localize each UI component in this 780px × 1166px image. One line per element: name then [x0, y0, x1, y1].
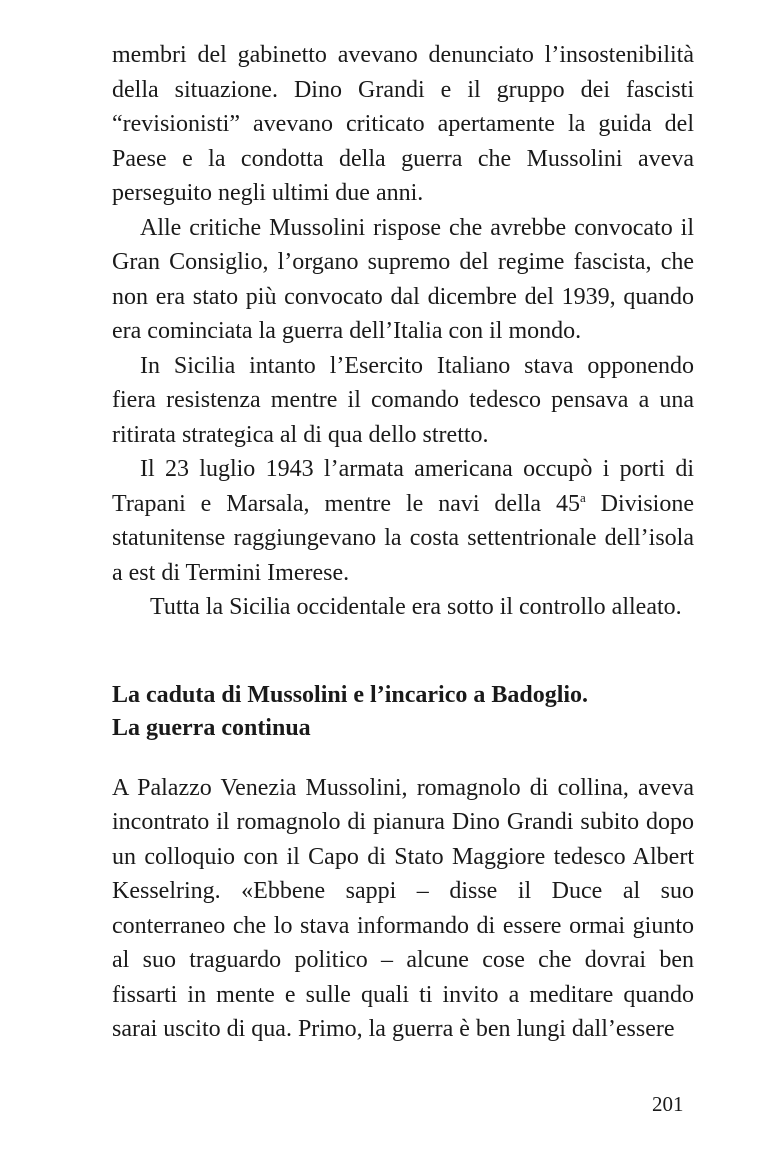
paragraph-2: Alle critiche Mussolini rispose che avrebbe convocato il Gran Consiglio, l’organo supremo del regime fascista, che non era stato più convocato dal dicembre del 1939, quando era cominciata la guerra dell’Italia con il mondo.	[112, 214, 694, 344]
section-heading-line-2: La guerra continua	[112, 714, 311, 741]
paragraph-3: In Sicilia intanto l’Esercito Italiano stava opponendo fiera resistenza mentre il comando tedesco pensava a una ritirata strategica al di qua dello stretto.	[112, 352, 694, 448]
paragraph-4-text-a: Il 23 luglio 1943 l’armata americana occupò i porti di Trapani e Marsala, mentre le navi della 45	[112, 456, 694, 517]
page-content	[112, 38, 694, 1047]
paragraph-5: Tutta la Sicilia occidentale era sotto il controllo alleato.	[150, 594, 682, 620]
paragraph-1: membri del gabinetto avevano denunciato l’insostenibilità della situazione. Dino Grandi e il gruppo dei fascisti “revisionisti” avevano criticato apertamente la guida del Paese e la condotta della guerra che Mussolini aveva perseguito negli ultimi due anni.	[112, 42, 694, 206]
paragraph-4	[112, 452, 694, 590]
page-number: 201	[652, 1092, 684, 1116]
section-body-paragraph: A Palazzo Venezia Mussolini, romagnolo di collina, aveva incontrato il romagnolo di pianura Dino Grandi subito dopo un colloquio con il Capo di Stato Maggiore tedesco Albert Kesselring. «Ebbene sappi – disse il Duce al suo conterraneo che lo stava informando di essere ormai giunto al suo traguardo politico – alcune cose che dovrai ben fissarti in mente e sulle quali ti invito a meditare quando sarai uscito di qua. Primo, la guerra è ben lungi dall’essere	[112, 774, 694, 1042]
section-heading	[112, 679, 694, 745]
paragraph-4-text-b: Divisione statunitense raggiungevano la costa settentrionale dell’isola a est di Termini Imerese.	[112, 490, 694, 586]
section-heading-line-1: La caduta di Mussolini e l’incarico a Badoglio.	[112, 681, 589, 708]
ordinal-superscript: a	[579, 489, 586, 505]
